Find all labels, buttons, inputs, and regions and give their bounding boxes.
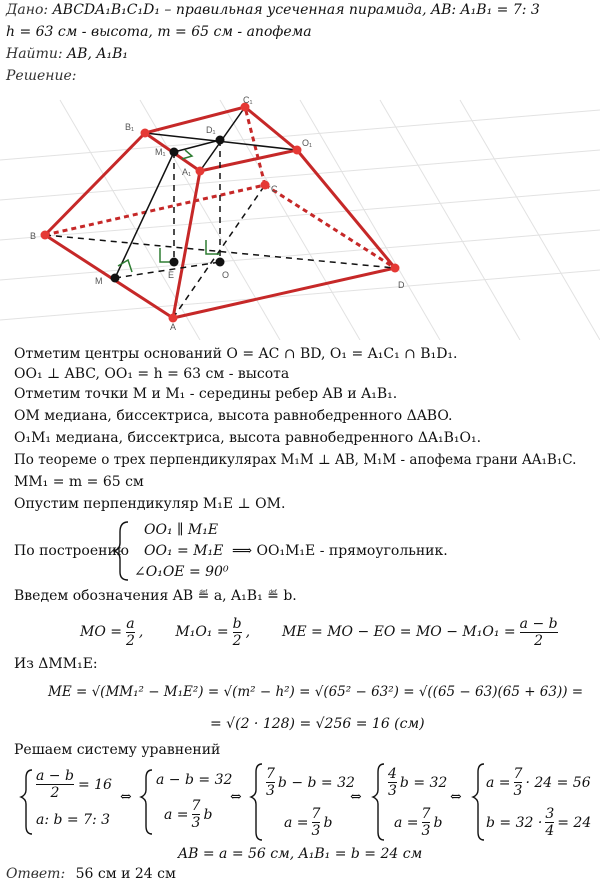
eq-rhs: · 24 = 56: [525, 774, 591, 791]
fraction: [422, 806, 431, 839]
vertex-label: B₁: [125, 122, 135, 132]
eq-rhs: b: [203, 806, 213, 823]
fraction-num: 7: [311, 806, 321, 822]
vertex-label: A: [170, 322, 177, 332]
equiv-arrow: ⇔: [450, 789, 462, 805]
vertex-label: M₁: [155, 147, 166, 157]
solution-label: Решение:: [6, 68, 77, 84]
fraction: [126, 616, 135, 649]
notation-line: Введем обозначения AB ≝ a, A₁B₁ ≝ b.: [14, 588, 297, 604]
vertex-label: D: [398, 280, 405, 290]
fraction: [520, 616, 558, 649]
system-4-eq-2: [394, 806, 442, 839]
fraction-den: 4: [545, 823, 555, 839]
vertex-label: C: [271, 184, 278, 194]
equiv-arrow: ⇔: [350, 789, 362, 805]
text-line: Отметим центры оснований O = AC ∩ BD, O₁ = A₁C₁ ∩ B₁D₁.: [14, 346, 458, 362]
fraction-den: 2: [36, 784, 74, 801]
answer-line: [6, 866, 176, 882]
fraction-num: a − b: [36, 768, 74, 784]
eq-lhs: a =: [486, 774, 511, 791]
fraction-num: 7: [266, 766, 275, 782]
fraction-den: 3: [266, 783, 275, 799]
vertex-label: O: [222, 270, 230, 280]
fraction-den: 2: [520, 632, 558, 649]
comma: ,: [138, 624, 144, 640]
fraction: [514, 766, 523, 799]
fraction-den: 3: [421, 823, 431, 839]
vertex-label: D₁: [206, 125, 216, 135]
text-line: OM медиана, биссектриса, высота равнобедренного ΔABO.: [14, 408, 453, 424]
fraction-num: a: [126, 615, 135, 632]
eq-lhs: a =: [394, 814, 419, 831]
fraction: [36, 768, 74, 801]
vertex-label: E: [168, 270, 175, 280]
find-label: Найти:: [6, 46, 63, 62]
vertex-label: O₁: [302, 138, 313, 148]
fraction-num: 4: [388, 766, 397, 782]
construction-label: По построению: [14, 543, 129, 559]
fraction-num: 7: [191, 798, 201, 814]
text-line: MM₁ = m = 65 см: [14, 474, 144, 490]
construction-eq-1: OO₁ ∥ M₁E: [144, 522, 219, 538]
text-line: O₁M₁ медиана, биссектриса, высота равнобедренного ΔA₁B₁O₁.: [14, 430, 482, 446]
fraction-den: 3: [191, 815, 201, 831]
fraction: [312, 806, 321, 839]
solve-label: Решаем систему уравнений: [14, 742, 221, 758]
eq-rhs: = 16: [77, 776, 112, 793]
pyramid-figure: [0, 0, 600, 340]
equiv-arrow: ⇔: [120, 789, 132, 805]
system-3-eq-2: [284, 806, 332, 839]
fraction-den: 3: [388, 783, 397, 799]
system-2-eq-1: a − b = 32: [156, 772, 233, 788]
system-3-eq-1: [266, 766, 355, 799]
fraction-den: 2: [232, 632, 242, 649]
text-line: OO₁ ⊥ ABC, OO₁ = h = 63 см - высота: [14, 366, 290, 382]
me-calc-line-1: ME = √(MM₁² − M₁E²) = √(m² − h²) = √(65² − 63²) = √((65 − 63)(65 + 63)) =: [48, 684, 584, 700]
result-line: AB = a = 56 см, A₁B₁ = b = 24 см: [178, 846, 423, 862]
fraction: [545, 806, 554, 839]
from-triangle-line: Из ΔMM₁E:: [14, 656, 98, 672]
system-1-eq-1: [36, 768, 112, 801]
me-calc-line-2: = √(2 · 128) = √256 = 16 (см): [210, 716, 425, 732]
answer-label: Ответ:: [6, 866, 66, 882]
text-line: Опустим перпендикуляр M₁E ⊥ OM.: [14, 496, 286, 512]
text-line: По теореме о трех перпендикулярах M₁M ⊥ AB, M₁M - апофема грани AA₁B₁C.: [14, 452, 577, 468]
eq-lhs: a =: [284, 814, 309, 831]
eq-rhs: b − b = 32: [277, 774, 355, 791]
system-5-eq-2: [486, 806, 591, 839]
fraction-den: 2: [126, 632, 135, 649]
mo-lhs: MO =: [80, 624, 122, 640]
construction-eq-3: ∠O₁OE = 90⁰: [134, 564, 229, 580]
equiv-arrow: ⇔: [230, 789, 242, 805]
system-5-eq-1: [486, 766, 591, 799]
eq-rhs: = 24: [557, 814, 592, 831]
construction-eq-2: OO₁ = M₁E: [144, 543, 224, 559]
fraction-num: 3: [545, 806, 555, 822]
vertex-label: M: [95, 276, 103, 286]
given-label: Дано:: [6, 2, 49, 18]
fraction: [233, 616, 242, 649]
system-1-eq-2: a: b = 7: 3: [36, 812, 111, 828]
m1o1-lhs: M₁O₁ =: [175, 624, 229, 640]
system-2-eq-2: [164, 798, 212, 831]
fraction-den: 3: [513, 783, 523, 799]
fraction: [192, 798, 201, 831]
find-text: AB, A₁B₁: [67, 46, 128, 62]
fraction-num: 7: [513, 766, 523, 782]
answer-text: 56 см и 24 см: [75, 866, 176, 882]
mo-line: [80, 612, 558, 652]
fraction-num: 7: [421, 806, 431, 822]
eq-lhs: a =: [164, 806, 189, 823]
construction-result: ⟹ OO₁M₁E - прямоугольник.: [232, 543, 448, 559]
fraction: [388, 766, 397, 799]
text-line: Отметим точки M и M₁ - середины ребер AB и A₁B₁.: [14, 386, 398, 402]
eq-rhs: b: [323, 814, 333, 831]
me-lhs: ME = MO − EO = MO − M₁O₁ =: [282, 624, 516, 640]
given-line-2: h = 63 см - высота, m = 65 см - апофема: [6, 24, 312, 40]
eq-rhs: b = 32: [399, 774, 448, 791]
fraction: [266, 766, 275, 799]
given-text-1: ABCDA₁B₁C₁D₁ – правильная усеченная пирамида, AB: A₁B₁ = 7: 3: [52, 2, 540, 18]
eq-rhs: b: [433, 814, 443, 831]
fraction-num: b: [232, 615, 242, 632]
fraction-den: 3: [311, 823, 321, 839]
vertex-label: C₁: [243, 95, 253, 105]
comma: ,: [245, 624, 251, 640]
fraction-num: a − b: [519, 615, 558, 632]
vertex-label: A₁: [182, 167, 192, 177]
eq-lhs: b = 32 ·: [486, 814, 543, 831]
vertex-label: B: [30, 231, 37, 241]
system-4-eq-1: [388, 766, 447, 799]
